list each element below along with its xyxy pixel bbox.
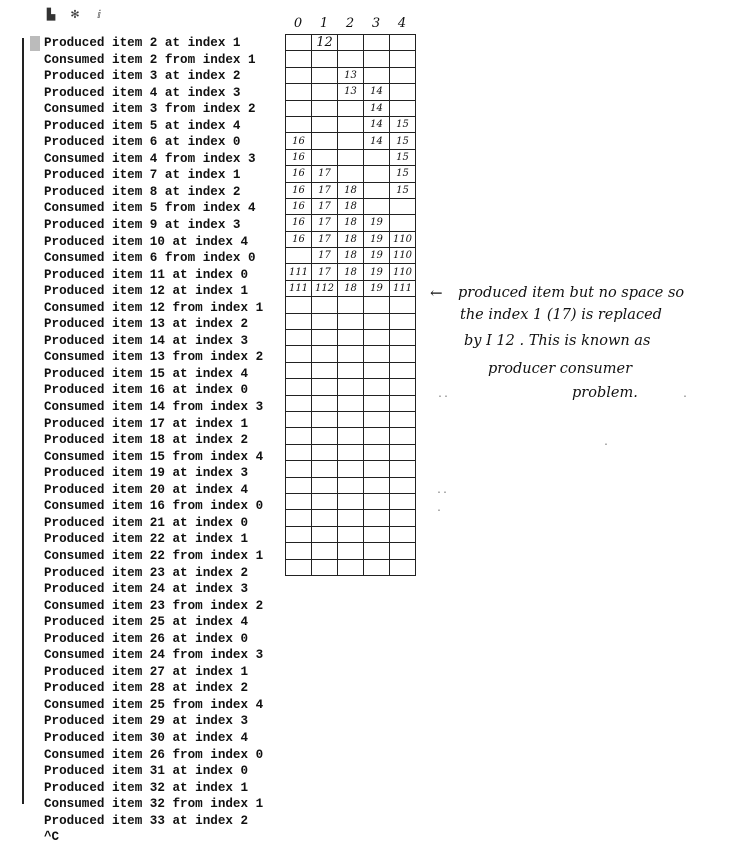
buffer-cell [286, 526, 312, 542]
buffer-cell [286, 67, 312, 83]
log-line: Produced item 9 at index 3 [44, 218, 241, 233]
buffer-cell: 112 [312, 280, 338, 296]
buffer-cell: 18 [338, 215, 364, 231]
buffer-row [286, 182, 416, 198]
buffer-cell: 19 [364, 215, 390, 231]
buffer-cell: 12 [312, 35, 338, 51]
buffer-cell [286, 100, 312, 116]
buffer-row [286, 166, 416, 182]
buffer-cell [312, 346, 338, 362]
buffer-cell [338, 461, 364, 477]
buffer-cell [312, 116, 338, 132]
buffer-cell: 16 [286, 198, 312, 214]
buffer-cell: 17 [312, 248, 338, 264]
buffer-cell [364, 67, 390, 83]
log-line: Produced item 2 at index 1 [44, 36, 241, 50]
buffer-cell: 17 [312, 215, 338, 231]
log-line: Produced item 14 at index 3 [44, 333, 249, 348]
buffer-cell [312, 313, 338, 329]
buffer-cell: 19 [364, 231, 390, 247]
buffer-cell [390, 330, 416, 346]
buffer-cell: 18 [338, 248, 364, 264]
log-line: Produced item 31 at index 0 [44, 764, 249, 779]
column-header: 2 [345, 16, 355, 31]
note-line-2: the index 1 (17) is replaced [460, 307, 662, 323]
buffer-cell [390, 100, 416, 116]
log-line: Produced item 10 at index 4 [44, 234, 249, 249]
buffer-cell [390, 428, 416, 444]
buffer-cell [390, 198, 416, 214]
buffer-cell [338, 510, 364, 526]
buffer-row [286, 67, 416, 83]
log-line: Consumed item 16 from index 0 [44, 499, 264, 514]
buffer-cell [312, 493, 338, 509]
log-line: Produced item 16 at index 0 [44, 383, 249, 398]
buffer-cell [286, 346, 312, 362]
buffer-cell [364, 395, 390, 411]
buffer-cell [286, 297, 312, 313]
pencil-mark: ·· [437, 392, 450, 403]
log-line: Consumed item 15 from index 4 [44, 449, 264, 464]
buffer-cell [312, 559, 338, 575]
buffer-cell [338, 428, 364, 444]
buffer-cell [312, 379, 338, 395]
buffer-cell [364, 297, 390, 313]
buffer-cell [364, 51, 390, 67]
buffer-cell [390, 379, 416, 395]
buffer-cell [286, 543, 312, 559]
log-line: Consumed item 24 from index 3 [44, 648, 264, 663]
pencil-mark: ·· [436, 488, 449, 499]
buffer-row [286, 493, 416, 509]
buffer-cell [364, 461, 390, 477]
buffer-row [286, 477, 416, 493]
buffer-cell: 16 [286, 182, 312, 198]
buffer-cell: 110 [390, 231, 416, 247]
buffer-cell [286, 51, 312, 67]
buffer-cell: 19 [364, 264, 390, 280]
log-line: Consumed item 13 from index 2 [44, 350, 264, 365]
buffer-row [286, 330, 416, 346]
buffer-row [286, 379, 416, 395]
buffer-cell [390, 51, 416, 67]
note-line-4: producer consumer [488, 361, 633, 377]
buffer-cell: 111 [286, 264, 312, 280]
buffer-row [286, 51, 416, 67]
buffer-row [286, 428, 416, 444]
buffer-row [286, 198, 416, 214]
buffer-row [286, 346, 416, 362]
log-line: Produced item 19 at index 3 [44, 466, 249, 481]
buffer-cell [364, 313, 390, 329]
buffer-cell [390, 35, 416, 51]
buffer-cell [286, 330, 312, 346]
buffer-cell [390, 411, 416, 427]
clear-icon[interactable]: ▙ [46, 8, 56, 21]
buffer-cell: 18 [338, 280, 364, 296]
buffer-cell: 15 [390, 166, 416, 182]
log-line: Produced item 17 at index 1 [44, 416, 249, 431]
buffer-cell [390, 346, 416, 362]
buffer-cell [338, 477, 364, 493]
buffer-cell [364, 198, 390, 214]
buffer-cell: 14 [364, 133, 390, 149]
buffer-cell: 13 [338, 67, 364, 83]
buffer-cell: 16 [286, 166, 312, 182]
buffer-cell: 15 [390, 149, 416, 165]
buffer-cell: 18 [338, 231, 364, 247]
buffer-cell: 15 [390, 133, 416, 149]
buffer-cell [364, 477, 390, 493]
buffer-cell [312, 411, 338, 427]
log-line: Consumed item 3 from index 2 [44, 102, 256, 117]
buffer-cell [338, 526, 364, 542]
buffer-cell [390, 215, 416, 231]
log-line: Consumed item 23 from index 2 [44, 598, 264, 613]
buffer-cell [390, 313, 416, 329]
buffer-cell [364, 330, 390, 346]
log-line: Consumed item 25 from index 4 [44, 697, 264, 712]
buffer-sketch [280, 14, 430, 554]
buffer-cell: 18 [338, 264, 364, 280]
buffer-row [286, 510, 416, 526]
buffer-cell: 17 [312, 264, 338, 280]
buffer-cell [312, 526, 338, 542]
log-line: Produced item 6 at index 0 [44, 135, 241, 150]
log-line: Consumed item 2 from index 1 [44, 52, 256, 67]
log-line: Produced item 15 at index 4 [44, 366, 249, 381]
buffer-cell [338, 395, 364, 411]
buffer-cell [338, 100, 364, 116]
pencil-mark: · [682, 392, 689, 403]
log-line: Produced item 4 at index 3 [44, 85, 241, 100]
buffer-cell [364, 346, 390, 362]
settings-icon[interactable]: ✻ [70, 8, 80, 21]
buffer-cell: 16 [286, 133, 312, 149]
log-line: Produced item 20 at index 4 [44, 482, 249, 497]
buffer-cell [364, 526, 390, 542]
log-line: Produced item 25 at index 4 [44, 615, 249, 630]
buffer-cell [312, 510, 338, 526]
buffer-cell [390, 297, 416, 313]
log-line: Produced item 7 at index 1 [44, 168, 241, 183]
buffer-cell [338, 346, 364, 362]
pencil-mark: · [603, 440, 610, 451]
buffer-cell [286, 461, 312, 477]
buffer-cell [364, 428, 390, 444]
buffer-cell [312, 461, 338, 477]
log-line: Produced item 32 at index 1 [44, 780, 249, 795]
buffer-cell [286, 362, 312, 378]
buffer-row [286, 133, 416, 149]
log-line: Produced item 30 at index 4 [44, 730, 249, 745]
buffer-cell [390, 84, 416, 100]
buffer-cell: 110 [390, 248, 416, 264]
buffer-cell [390, 461, 416, 477]
buffer-cell [390, 444, 416, 460]
toolbar [44, 8, 106, 22]
buffer-cell: 17 [312, 231, 338, 247]
buffer-cell [390, 510, 416, 526]
log-line: Produced item 26 at index 0 [44, 631, 249, 646]
buffer-row [286, 395, 416, 411]
buffer-cell [286, 493, 312, 509]
buffer-row [286, 280, 416, 296]
buffer-cell [286, 248, 312, 264]
buffer-cell [338, 444, 364, 460]
buffer-cell [364, 411, 390, 427]
buffer-cell [338, 133, 364, 149]
buffer-cell [312, 395, 338, 411]
buffer-cell: 16 [286, 149, 312, 165]
column-header: 1 [319, 16, 329, 31]
buffer-row [286, 461, 416, 477]
log-line: Consumed item 4 from index 3 [44, 151, 256, 166]
buffer-row [286, 526, 416, 542]
buffer-row [286, 35, 416, 51]
buffer-cell [286, 411, 312, 427]
buffer-cell [364, 543, 390, 559]
buffer-cell: 19 [364, 280, 390, 296]
buffer-cell [364, 182, 390, 198]
buffer-cell: 15 [390, 182, 416, 198]
buffer-cell [338, 330, 364, 346]
buffer-cell [390, 395, 416, 411]
buffer-grid [285, 34, 416, 576]
buffer-cell [364, 493, 390, 509]
note-line-1: produced item but no space so [458, 285, 685, 301]
log-line: Produced item 28 at index 2 [44, 681, 249, 696]
buffer-cell [390, 477, 416, 493]
buffer-cell [364, 362, 390, 378]
buffer-cell [312, 100, 338, 116]
note-line-5: problem. [572, 385, 638, 401]
scroll-thumb[interactable] [30, 36, 40, 51]
log-line: Produced item 24 at index 3 [44, 582, 249, 597]
buffer-row [286, 248, 416, 264]
buffer-cell [312, 84, 338, 100]
buffer-row [286, 297, 416, 313]
buffer-cell [390, 362, 416, 378]
buffer-cell [338, 297, 364, 313]
buffer-cell [338, 493, 364, 509]
buffer-cell [364, 149, 390, 165]
log-line: Produced item 23 at index 2 [44, 565, 249, 580]
buffer-column-headers [285, 16, 415, 31]
buffer-cell [286, 84, 312, 100]
buffer-cell [338, 362, 364, 378]
log-line: Consumed item 26 from index 0 [44, 747, 264, 762]
buffer-cell [286, 477, 312, 493]
buffer-cell [286, 395, 312, 411]
buffer-cell: 110 [390, 264, 416, 280]
buffer-cell [338, 559, 364, 575]
buffer-cell: 14 [364, 116, 390, 132]
buffer-row [286, 100, 416, 116]
buffer-cell [312, 477, 338, 493]
buffer-cell: 19 [364, 248, 390, 264]
buffer-row [286, 313, 416, 329]
pencil-mark: · [436, 506, 443, 517]
buffer-cell [390, 493, 416, 509]
buffer-cell: 16 [286, 215, 312, 231]
window-edge [22, 38, 24, 804]
buffer-cell [390, 543, 416, 559]
log-line: Consumed item 6 from index 0 [44, 251, 256, 266]
log-line: Produced item 18 at index 2 [44, 433, 249, 448]
buffer-cell [364, 444, 390, 460]
buffer-row [286, 411, 416, 427]
buffer-cell [286, 510, 312, 526]
log-line: Produced item 21 at index 0 [44, 515, 249, 530]
note-line-3: by I 12 . This is known as [464, 333, 651, 349]
buffer-cell [364, 35, 390, 51]
buffer-cell: 16 [286, 231, 312, 247]
buffer-cell [286, 559, 312, 575]
buffer-cell [390, 559, 416, 575]
buffer-cell: 111 [390, 280, 416, 296]
column-header: 0 [293, 16, 303, 31]
buffer-row [286, 231, 416, 247]
arrow-icon: ← [430, 284, 443, 302]
buffer-row [286, 444, 416, 460]
buffer-row [286, 215, 416, 231]
buffer-cell [312, 133, 338, 149]
console-output [44, 35, 263, 845]
buffer-cell: 13 [338, 84, 364, 100]
buffer-cell [338, 116, 364, 132]
buffer-row [286, 84, 416, 100]
buffer-cell [286, 313, 312, 329]
buffer-cell [364, 166, 390, 182]
buffer-cell [312, 444, 338, 460]
buffer-cell [312, 67, 338, 83]
buffer-cell [286, 35, 312, 51]
log-line: Produced item 22 at index 1 [44, 532, 249, 547]
buffer-row [286, 116, 416, 132]
buffer-cell [286, 116, 312, 132]
log-line: Produced item 27 at index 1 [44, 664, 249, 679]
buffer-cell [338, 149, 364, 165]
buffer-row [286, 543, 416, 559]
buffer-cell [312, 428, 338, 444]
log-line: Consumed item 5 from index 4 [44, 201, 256, 216]
column-header: 3 [371, 16, 381, 31]
buffer-cell [390, 67, 416, 83]
buffer-cell: 18 [338, 182, 364, 198]
pin-icon[interactable]: ⅈ [97, 8, 101, 21]
log-line: Produced item 11 at index 0 [44, 267, 249, 282]
log-line: Consumed item 12 from index 1 [44, 300, 264, 315]
buffer-cell: 111 [286, 280, 312, 296]
buffer-cell [338, 411, 364, 427]
log-line: Produced item 33 at index 2 [44, 813, 249, 828]
buffer-cell [390, 526, 416, 542]
buffer-cell [364, 559, 390, 575]
log-line: Produced item 13 at index 2 [44, 317, 249, 332]
log-line: Consumed item 14 from index 3 [44, 400, 264, 415]
buffer-cell [338, 543, 364, 559]
buffer-cell [312, 297, 338, 313]
log-line: Consumed item 22 from index 1 [44, 548, 264, 563]
buffer-cell [338, 379, 364, 395]
buffer-cell [364, 379, 390, 395]
buffer-cell [286, 379, 312, 395]
column-header: 4 [397, 16, 407, 31]
log-line: Produced item 8 at index 2 [44, 184, 241, 199]
buffer-cell: 15 [390, 116, 416, 132]
buffer-cell [312, 51, 338, 67]
buffer-cell [312, 149, 338, 165]
buffer-cell: 17 [312, 182, 338, 198]
buffer-row [286, 264, 416, 280]
buffer-cell: 17 [312, 198, 338, 214]
buffer-row [286, 149, 416, 165]
buffer-cell [338, 35, 364, 51]
buffer-cell: 14 [364, 84, 390, 100]
buffer-cell [312, 330, 338, 346]
log-line: Produced item 3 at index 2 [44, 69, 241, 84]
buffer-cell: 18 [338, 198, 364, 214]
log-line: Produced item 29 at index 3 [44, 714, 249, 729]
buffer-cell [364, 510, 390, 526]
buffer-cell [312, 543, 338, 559]
log-line: Produced item 5 at index 4 [44, 118, 241, 133]
interrupt-prompt: ^C [44, 830, 60, 845]
buffer-cell [338, 166, 364, 182]
log-line: Produced item 12 at index 1 [44, 284, 249, 299]
buffer-row [286, 559, 416, 575]
log-line: Consumed item 32 from index 1 [44, 797, 264, 812]
buffer-cell [338, 51, 364, 67]
buffer-row [286, 362, 416, 378]
buffer-cell [312, 362, 338, 378]
buffer-cell: 14 [364, 100, 390, 116]
buffer-cell [338, 313, 364, 329]
buffer-cell [286, 444, 312, 460]
buffer-cell: 17 [312, 166, 338, 182]
buffer-cell [286, 428, 312, 444]
